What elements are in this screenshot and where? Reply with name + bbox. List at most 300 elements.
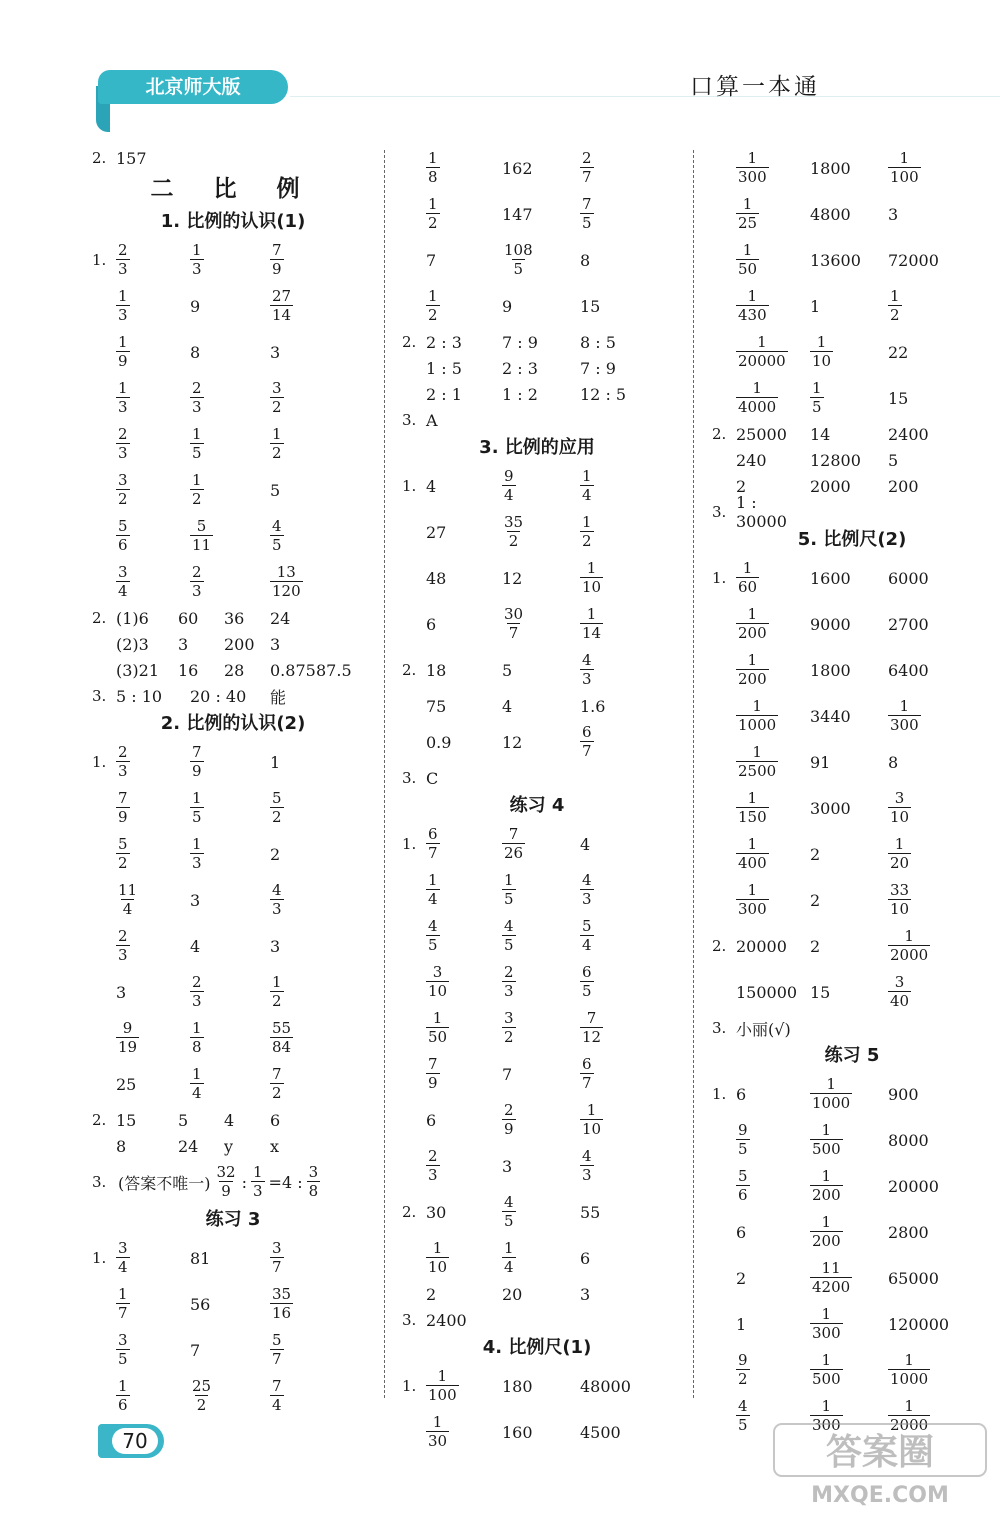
column-divider	[384, 150, 385, 1398]
answer-cell	[426, 523, 502, 542]
answer-cell	[190, 1295, 270, 1314]
numerator: 33	[890, 881, 910, 899]
fraction	[116, 791, 130, 825]
edition-label: 北京师大版	[98, 70, 288, 104]
fraction	[736, 381, 778, 415]
numerator: 3	[118, 471, 128, 489]
denominator: 3	[118, 444, 128, 462]
answer-row	[712, 1015, 992, 1041]
answer-text: 1 : 5	[426, 358, 462, 378]
answer-cell	[190, 343, 270, 362]
denominator: 16	[272, 1304, 292, 1322]
answer-cell	[190, 891, 270, 910]
fraction	[116, 1379, 130, 1413]
answer-row	[712, 647, 992, 693]
answer-cell	[810, 1261, 888, 1295]
fraction	[116, 289, 130, 323]
fraction	[810, 1261, 852, 1295]
numerator: 5	[582, 917, 592, 935]
question-number: 2.	[92, 1111, 107, 1129]
denominator: 200	[738, 670, 767, 688]
fraction	[736, 607, 769, 641]
answer-cell	[190, 1021, 270, 1055]
fraction	[810, 1353, 843, 1387]
fraction	[888, 837, 911, 871]
answer-text: A	[426, 410, 438, 430]
watermark-url: MXQE.COM	[811, 1483, 949, 1508]
numerator: 2	[504, 1101, 514, 1119]
denominator: 3	[192, 398, 202, 416]
answer-cell	[270, 1287, 360, 1321]
denominator: 500	[812, 1140, 841, 1158]
fraction	[810, 1169, 843, 1203]
answer-row	[92, 877, 374, 923]
numerator: 1	[747, 789, 758, 807]
fraction	[426, 1241, 449, 1275]
answer-text: 48	[426, 568, 447, 588]
denominator: 400	[738, 854, 767, 872]
answer-cell	[426, 827, 502, 861]
answer-cell	[270, 565, 360, 599]
numerator: 6	[582, 963, 592, 981]
fraction	[502, 1195, 516, 1229]
answer-cell	[224, 661, 270, 680]
answer-text: 3	[270, 936, 281, 956]
answer-cell	[190, 565, 270, 599]
numerator: 4	[582, 871, 592, 889]
answer-row	[402, 647, 672, 693]
answer-cell	[888, 1131, 984, 1150]
fraction	[502, 919, 516, 953]
answer-text: 9	[502, 296, 513, 316]
fraction	[190, 1379, 213, 1413]
answer-row	[712, 601, 992, 647]
answer-text: 6	[426, 1110, 437, 1130]
answer-cell	[810, 1169, 888, 1203]
answer-cell	[736, 451, 810, 470]
answer-cell	[580, 197, 670, 231]
denominator: 5	[582, 982, 592, 1000]
answer-text: 16	[178, 660, 199, 680]
answer-text: 91	[810, 752, 831, 772]
answer-cell	[116, 381, 190, 415]
numerator: 55	[272, 1019, 292, 1037]
answer-text: 4800	[810, 204, 851, 224]
answer-cell	[116, 473, 190, 507]
answer-row	[402, 1307, 672, 1333]
fraction	[888, 699, 921, 733]
answer-text: 25000	[736, 424, 787, 444]
answer-cell	[810, 335, 888, 369]
fraction	[580, 515, 594, 549]
answer-cell	[502, 569, 580, 588]
answer-row	[712, 1209, 992, 1255]
numerator: 2	[118, 927, 128, 945]
fraction	[270, 381, 284, 415]
answer-text: 0.875	[270, 660, 316, 680]
answer-text: 2000	[810, 476, 851, 496]
numerator: 3	[894, 973, 905, 991]
answer-row	[92, 1107, 374, 1133]
denominator: 5	[272, 536, 282, 554]
answer-row	[92, 421, 374, 467]
fraction	[270, 975, 284, 1009]
answer-cell	[580, 297, 670, 316]
answer-row	[402, 283, 672, 329]
answer-cell	[810, 615, 888, 634]
numerator: 9	[738, 1121, 748, 1139]
fraction	[810, 1307, 843, 1341]
answer-row	[712, 329, 992, 375]
header-rule	[290, 96, 1000, 97]
section-heading: 4. 比例尺(1)	[482, 1337, 592, 1358]
fraction	[426, 197, 440, 231]
denominator: 100	[428, 1386, 457, 1404]
answer-cell	[190, 975, 270, 1009]
fraction	[190, 1021, 204, 1055]
answer-row	[402, 555, 672, 601]
answer-row	[712, 447, 992, 473]
denominator: 3	[192, 260, 202, 278]
fraction	[270, 791, 284, 825]
answer-text: 7	[190, 1340, 201, 1360]
answer-text: y	[224, 1136, 234, 1156]
fraction	[116, 335, 130, 369]
numerator: 1	[821, 1305, 832, 1323]
denominator: 2	[738, 1370, 748, 1388]
answer-cell	[270, 1241, 360, 1275]
answer-cell	[270, 685, 360, 708]
answer-text: 60	[178, 608, 199, 628]
answer-cell	[580, 1103, 670, 1137]
answer-text: 1 : 30000	[736, 493, 787, 531]
answer-cell	[190, 687, 270, 706]
answer-cell	[426, 1311, 502, 1330]
numerator: 7	[508, 825, 519, 843]
answer-text: 56	[190, 1294, 211, 1314]
fraction	[736, 745, 778, 779]
answer-text: 2	[736, 1268, 747, 1288]
answer-text: 24	[178, 1136, 199, 1156]
fraction	[270, 243, 284, 277]
answer-row	[402, 821, 672, 867]
answer-cell	[810, 381, 888, 415]
answer-cell	[426, 1241, 502, 1275]
answer-cell	[580, 835, 670, 854]
answer-text: 900	[888, 1084, 919, 1104]
numerator: 2	[582, 149, 592, 167]
answer-cell	[580, 653, 670, 687]
answer-text: 4	[224, 1110, 235, 1130]
numerator: 108	[504, 241, 533, 259]
answer-cell	[580, 561, 670, 595]
answer-text: 1.6	[580, 696, 606, 716]
answer-text: 2	[426, 1284, 437, 1304]
answer-row	[712, 421, 992, 447]
answer-cell	[888, 791, 984, 825]
answer-text: 18	[426, 660, 447, 680]
answer-cell	[736, 883, 810, 917]
fraction	[810, 381, 824, 415]
numerator: 1	[192, 789, 202, 807]
denominator: 30	[428, 1432, 448, 1450]
numerator: 4	[272, 881, 282, 899]
fraction	[426, 919, 440, 953]
answer-row	[402, 191, 672, 237]
numerator: 1	[504, 1239, 514, 1257]
numerator: 5	[118, 517, 128, 535]
answer-text: 1	[736, 1314, 747, 1334]
denominator: 2	[118, 854, 128, 872]
answer-text: 2700	[888, 614, 929, 634]
answer-cell	[736, 197, 810, 231]
denominator: 9	[428, 1074, 438, 1092]
answer-text: 15	[888, 388, 909, 408]
denominator: 10	[812, 352, 832, 370]
question-number: 1.	[92, 1249, 107, 1267]
answer-cell	[502, 827, 580, 861]
answer-cell	[426, 1149, 502, 1183]
answer-cell	[502, 697, 580, 716]
answer-cell	[810, 983, 888, 1002]
fraction	[502, 243, 535, 277]
denominator: 10	[890, 900, 910, 918]
denominator: 100	[890, 168, 919, 186]
answer-cell	[888, 1177, 984, 1196]
answer-text: (1)6	[116, 608, 149, 628]
answer-cell	[270, 1137, 316, 1156]
fraction	[888, 1353, 930, 1387]
answer-cell	[426, 873, 502, 907]
answer-cell	[736, 791, 810, 825]
fraction	[190, 519, 213, 553]
answer-cell	[116, 1333, 190, 1367]
numerator: 1	[272, 973, 282, 991]
answer-text: 20 : 40	[190, 686, 247, 706]
fraction	[190, 745, 204, 779]
numerator: 5	[196, 517, 207, 535]
numerator: 2	[428, 1147, 438, 1165]
denominator: 10	[582, 1120, 602, 1138]
denominator: 3	[192, 992, 202, 1010]
denominator: 2000	[890, 1416, 929, 1434]
numerator: 32	[216, 1163, 236, 1181]
answer-cell	[810, 661, 888, 680]
answer-row	[402, 601, 672, 647]
fraction	[502, 1103, 516, 1137]
fraction	[502, 965, 516, 999]
denominator: 3	[582, 1166, 592, 1184]
fraction	[190, 975, 204, 1009]
answer-cell	[426, 769, 502, 788]
fraction	[426, 1415, 449, 1449]
numerator: 3	[118, 563, 128, 581]
answer-cell	[116, 1379, 190, 1413]
numerator: 1	[821, 1397, 832, 1415]
answer-column-2	[402, 145, 672, 1450]
numerator: 35	[504, 513, 524, 531]
numerator: 1	[437, 1367, 448, 1385]
numerator: 1	[192, 1065, 202, 1083]
fraction	[426, 151, 440, 185]
answer-row	[402, 1363, 672, 1409]
numerator: 27	[272, 287, 292, 305]
answer-row	[712, 1117, 992, 1163]
answer-cell	[736, 381, 810, 415]
answer-cell	[736, 1017, 810, 1040]
fraction	[736, 197, 759, 231]
answer-cell	[426, 197, 502, 231]
numerator: 7	[272, 1377, 282, 1395]
numerator: 3	[118, 1331, 128, 1349]
answer-column-3	[712, 145, 992, 1434]
denominator: 4	[582, 486, 592, 504]
numerator: 1	[742, 241, 753, 259]
fraction	[580, 873, 594, 907]
question-number: 3.	[92, 1173, 107, 1191]
fraction	[502, 873, 516, 907]
numerator: 7	[582, 195, 592, 213]
numerator: 7	[118, 789, 128, 807]
answer-text: 6000	[888, 568, 929, 588]
denominator: 3	[118, 946, 128, 964]
denominator: 2000	[890, 946, 929, 964]
answer-row	[712, 739, 992, 785]
numerator: 1	[272, 425, 282, 443]
numerator: 1	[582, 513, 592, 531]
numerator: 1	[504, 871, 514, 889]
answer-row	[402, 913, 672, 959]
answer-row	[402, 1143, 672, 1189]
numerator: 1	[816, 333, 827, 351]
answer-text: 2	[810, 844, 821, 864]
answer-cell	[502, 359, 580, 378]
fraction	[426, 1369, 459, 1403]
numerator: 4	[272, 517, 282, 535]
answer-text: 8	[580, 250, 591, 270]
numerator: 1	[890, 287, 900, 305]
fraction	[502, 827, 525, 861]
answer-cell	[426, 1285, 502, 1304]
denominator: 4	[118, 582, 128, 600]
denominator: 11	[192, 536, 212, 554]
denominator: 7	[582, 1074, 592, 1092]
numerator: 3	[118, 1239, 128, 1257]
answer-cell	[502, 1285, 580, 1304]
denominator: 20000	[738, 352, 786, 370]
denominator: 1000	[738, 716, 777, 734]
numerator: 1	[747, 149, 758, 167]
answer-text: 3	[888, 204, 899, 224]
answer-cell	[190, 1249, 270, 1268]
answer-cell	[736, 1085, 810, 1104]
numerator: 1	[812, 379, 822, 397]
fraction	[810, 1123, 843, 1157]
answer-row	[92, 1373, 374, 1419]
denominator: 9	[118, 352, 128, 370]
fraction	[580, 197, 594, 231]
numerator: 1	[752, 743, 762, 761]
answer-text: C	[426, 768, 439, 788]
answer-text: 6	[580, 1248, 591, 1268]
answer-row	[712, 923, 992, 969]
numerator: 1	[586, 605, 597, 623]
numerator: 2	[118, 241, 128, 259]
numerator: 1	[586, 1101, 597, 1119]
answer-cell	[810, 799, 888, 818]
answer-cell	[580, 1057, 670, 1091]
denominator: 2	[272, 398, 282, 416]
denominator: 4	[504, 486, 514, 504]
answer-row	[402, 381, 672, 407]
answer-cell	[426, 1111, 502, 1130]
answer-cell	[580, 965, 670, 999]
answer-cell	[810, 1353, 888, 1387]
section-heading: 2. 比例的认识(2)	[160, 713, 306, 734]
denominator: 10	[428, 982, 448, 1000]
answer-cell	[888, 1085, 984, 1104]
answer-row	[712, 555, 992, 601]
answer-cell	[580, 1285, 670, 1304]
denominator: 8	[308, 1182, 319, 1200]
answer-cell	[116, 661, 178, 680]
denominator: 2	[428, 214, 438, 232]
answer-text: 48000	[580, 1376, 631, 1396]
answer-cell	[580, 697, 670, 716]
answer-row	[402, 463, 672, 509]
answer-cell	[580, 359, 670, 378]
answer-text: 200	[224, 634, 255, 654]
denominator: 50	[738, 260, 758, 278]
answer-cell	[178, 609, 224, 628]
answer-text: 5	[502, 660, 513, 680]
answer-row	[402, 1281, 672, 1307]
answer-text: 15	[116, 1110, 137, 1130]
numerator: 1	[826, 1075, 836, 1093]
answer-cell	[502, 243, 580, 277]
fraction	[270, 1021, 293, 1055]
question-number: 2.	[402, 661, 417, 679]
answer-cell	[270, 975, 360, 1009]
fraction	[580, 1103, 603, 1137]
numerator: 35	[272, 1285, 292, 1303]
denominator: 3	[582, 670, 592, 688]
numerator: 7	[586, 1009, 597, 1027]
answer-cell	[190, 519, 270, 553]
denominator: 2	[118, 490, 128, 508]
answer-cell	[270, 289, 360, 323]
denominator: 300	[890, 716, 919, 734]
denominator: 2	[508, 532, 519, 550]
answer-cell	[426, 151, 502, 185]
answer-cell	[316, 661, 362, 680]
denominator: 300	[812, 1416, 841, 1434]
fraction	[116, 883, 139, 917]
answer-cell	[888, 1353, 984, 1387]
answer-cell	[502, 1241, 580, 1275]
answer-cell	[426, 661, 502, 680]
denominator: 2	[504, 1028, 514, 1046]
denominator: 300	[812, 1324, 841, 1342]
numerator: 1	[118, 333, 128, 351]
denominator: 2	[272, 1084, 282, 1102]
answer-cell	[116, 1287, 190, 1321]
answer-row	[402, 693, 672, 719]
answer-cell	[426, 333, 502, 352]
fraction	[270, 1287, 293, 1321]
answer-cell	[736, 289, 810, 323]
numerator: 3	[308, 1163, 319, 1181]
